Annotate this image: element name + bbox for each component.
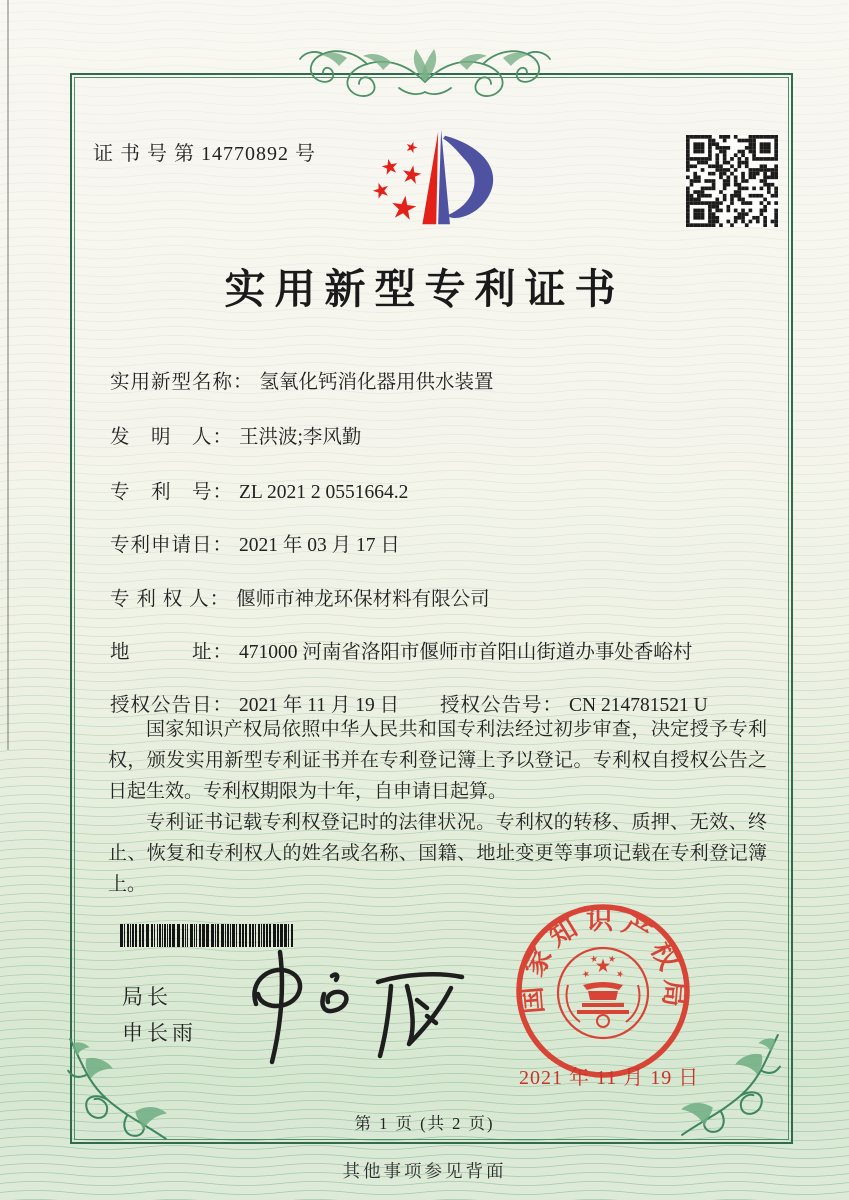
field-address	[110, 636, 769, 664]
field-label: 实用新型名称：	[110, 372, 254, 393]
national-emblem	[558, 948, 648, 1038]
field-patentee	[110, 583, 769, 611]
field-utility-model-name	[110, 366, 769, 394]
field-label: 专利申请日：	[110, 535, 234, 556]
field-value: 2021 年 03 月 17 日	[239, 535, 400, 556]
seal-date: 2021 年 11 月 19 日	[519, 1067, 700, 1089]
field-value: 2021 年 11 月 19 日	[239, 695, 400, 716]
field-value: ZL 2021 2 0551664.2	[239, 482, 409, 503]
back-side-note: 其他事项参见背面	[342, 1161, 507, 1181]
field-grant-date-and-number	[110, 689, 769, 717]
field-value: 471000 河南省洛阳市偃师市首阳山街道办事处香峪村	[239, 642, 693, 663]
director-title: 局长	[122, 985, 172, 1009]
field-value: 氢氧化钙消化器用供水装置	[259, 372, 494, 393]
field-label: 地 址：	[110, 642, 234, 663]
page-indicator: 第 1 页 (共 2 页)	[354, 1114, 495, 1133]
director-name: 申长雨	[122, 1021, 197, 1045]
seal-text: 国家知识产权局	[515, 905, 691, 1015]
top-border-ornament	[295, 42, 555, 108]
certificate-number: 证 书 号 第 14770892 号	[93, 143, 316, 165]
field-value: 偃师市神龙环保材料有限公司	[236, 589, 490, 610]
official-seal	[508, 896, 698, 1086]
field-label: 授权公告号：	[440, 695, 564, 716]
field-label: 发 明 人：	[110, 427, 234, 448]
director-signature	[228, 942, 478, 1070]
field-label: 授权公告日：	[110, 695, 234, 716]
field-filing-date	[110, 529, 769, 557]
field-grant-number	[440, 689, 708, 717]
certificate-title: 实用新型专利证书	[224, 266, 625, 312]
field-label: 专 利 权 人：	[110, 589, 231, 610]
field-value: 王洪波;李风勤	[239, 427, 362, 448]
legal-paragraph-2: 专利证书记载专利权登记时的法律状况。专利权的转移、质押、无效、终止、恢复和专利权人的姓名或名称、国籍、地址变更等事项记载在专利登记簿上。	[108, 812, 767, 895]
legal-paragraph-1: 国家知识产权局依照中华人民共和国专利法经过初步审查，决定授予专利权，颁发实用新型专利证书并在专利登记簿上予以登记。专利权自授权公告之日起生效。专利权期限为十年，自申请日起算。	[108, 719, 767, 802]
field-label: 专 利 号：	[110, 482, 234, 503]
photo-edge-crease	[7, 0, 9, 750]
field-value: CN 214781521 U	[569, 695, 708, 716]
qr-code	[686, 135, 778, 227]
legal-text-block	[108, 714, 767, 900]
field-patent-number	[110, 476, 769, 504]
cnipa-logo	[338, 118, 556, 236]
field-inventor	[110, 421, 769, 449]
